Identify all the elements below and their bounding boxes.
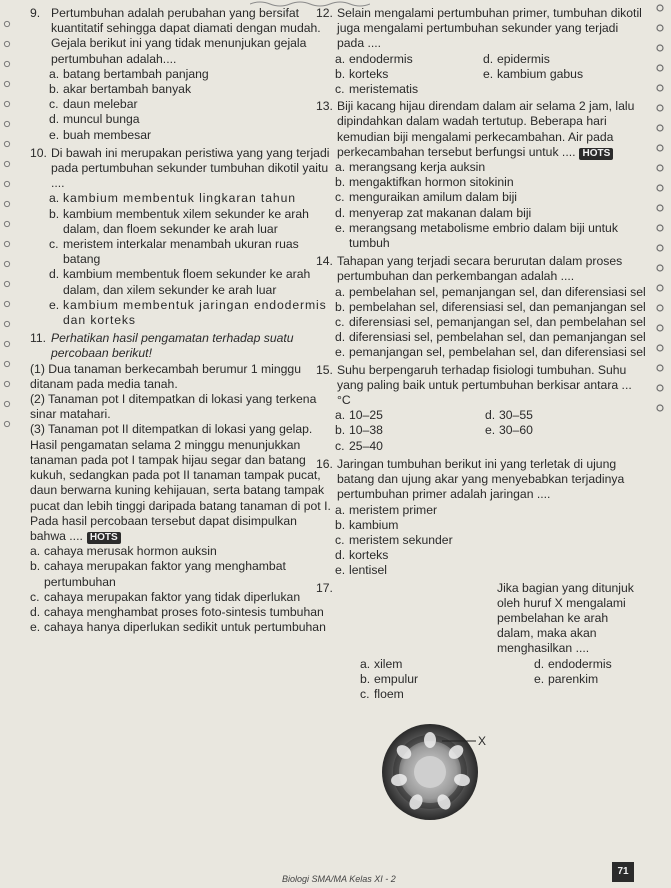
stem-cross-section-image	[372, 718, 492, 823]
hots-badge: HOTS	[579, 148, 613, 160]
option-d[interactable]: d. korteks	[335, 548, 389, 563]
question-number: 12.	[316, 6, 333, 20]
option-b[interactable]: b. korteks	[335, 66, 389, 81]
question-text: Jika bagian yang ditunjuk oleh huruf X mengalami pembelahan ke arah dalam, maka akan menghasilkan ....	[497, 580, 634, 656]
question-number: 11.	[30, 331, 47, 346]
question-17	[316, 581, 646, 703]
option-c[interactable]: c. meristematis	[335, 82, 419, 97]
question-number: 15.	[316, 362, 333, 377]
option-b[interactable]: b. kambium	[335, 517, 399, 532]
option-b[interactable]: b. pembelahan sel, diferensiasi sel, dan pemanjangan sel	[335, 299, 646, 314]
question-10	[30, 146, 335, 328]
option-a[interactable]: a. 10–25	[335, 408, 383, 423]
question-text: Di bawah ini merupakan peristiwa yang yang terjadi pada pertumbuhan sekunder tumbuhan dikotil yaitu ....	[51, 145, 330, 191]
option-d[interactable]: d. 30–55	[485, 408, 533, 423]
marker-x-label: X	[478, 734, 487, 748]
question-9	[30, 6, 335, 143]
option-c[interactable]: c. meristem interkalar menambah ukuran ruas batang	[49, 237, 299, 267]
option-b[interactable]: b. kambium membentuk xilem sekunder ke arah dalam, dan floem sekunder ke arah luar	[49, 206, 309, 236]
question-15	[316, 363, 646, 454]
page-number: 71	[612, 862, 634, 882]
option-c[interactable]: c. 25–40	[335, 438, 383, 453]
question-11	[30, 331, 335, 635]
question-13	[316, 99, 646, 251]
question-16	[316, 457, 646, 579]
option-a[interactable]: a. endodermis	[335, 51, 413, 66]
option-d[interactable]: d. endodermis	[534, 656, 612, 671]
question-14	[316, 254, 646, 360]
experiment-item: (1) Dua tanaman berkecambah berumur 1 minggu ditanam pada media tanah.	[30, 361, 301, 391]
question-text: Biji kacang hijau direndam dalam air selama 2 jam, lalu dipindahkan dalam wadah tertutup. Beberapa hari kemudian biji mengalami perkecambahan. Air pada perkecambahan tersebut berfungsi untuk .... HOTS	[337, 99, 635, 159]
option-a[interactable]: a. xilem	[360, 656, 403, 671]
question-number: 9.	[30, 6, 41, 20]
option-a[interactable]: a. batang bertambah panjang	[49, 66, 209, 81]
question-number: 17.	[316, 580, 333, 595]
options-grid	[316, 52, 646, 98]
options-grid	[316, 657, 646, 703]
question-text: Suhu berpengaruh terhadap fisiologi tumbuhan. Suhu yang paling baik untuk pertumbuhan berkisar antara ... °C	[337, 362, 632, 408]
question-number: 14.	[316, 254, 333, 269]
experiment-item: (2) Tanaman pot I ditempatkan di lokasi yang terkena sinar matahari.	[30, 392, 317, 422]
option-e[interactable]: e. merangsang metabolisme embrio dalam biji untuk tumbuh	[335, 220, 618, 251]
left-column	[30, 6, 335, 635]
option-b[interactable]: b. mengaktifkan hormon sitokinin	[335, 175, 514, 190]
option-e[interactable]: e. lentisel	[335, 563, 387, 578]
option-a[interactable]: a. merangsang kerja auksin	[335, 160, 486, 175]
option-b[interactable]: b. cahaya merupakan faktor yang menghambat pertumbuhan	[30, 559, 286, 589]
option-c[interactable]: c. menguraikan amilum dalam biji	[335, 190, 517, 205]
option-d[interactable]: d. menyerap zat makanan dalam biji	[335, 205, 532, 220]
right-column	[316, 6, 646, 702]
question-intro: Perhatikan hasil pengamatan terhadap suatu percobaan berikut!	[51, 331, 294, 361]
option-a[interactable]: a. pembelahan sel, pemanjangan sel, dan diferensiasi sel	[335, 284, 646, 299]
option-a[interactable]: a. cahaya merusak hormon auksin	[30, 544, 217, 559]
question-text: Pertumbuhan adalah perubahan yang bersifat kuantitatif sehingga dapat diamati dengan mudah. Gejala berikut ini yang tidak menunjukan gejala pertumbuhan adalah....	[51, 6, 321, 66]
option-a[interactable]: a. meristem primer	[335, 502, 438, 517]
option-d[interactable]: d. epidermis	[483, 51, 550, 66]
option-b[interactable]: b. akar bertambah banyak	[49, 82, 192, 97]
question-text: Tahapan yang terjadi secara berurutan dalam proses pertumbuhan dan perkembangan adalah ....	[337, 254, 623, 284]
options-grid	[316, 408, 646, 454]
question-number: 13.	[316, 99, 333, 114]
question-12	[316, 6, 646, 97]
option-b[interactable]: b. 10–38	[335, 423, 383, 438]
experiment-list	[30, 362, 335, 438]
option-d[interactable]: d. diferensiasi sel, pembelahan sel, dan pemanjangan sel	[335, 330, 646, 345]
option-e[interactable]: e. pemanjangan sel, pembelahan sel, dan diferensiasi sel	[335, 345, 646, 360]
question-number: 10.	[30, 145, 47, 160]
question-text: Jaringan tumbuhan berikut ini yang terletak di ujung batang dan ujung akar yang menyebabkan terjadinya pertumbuhan primer adalah jaringan ....	[337, 456, 625, 502]
option-c[interactable]: c. daun melebar	[49, 97, 138, 112]
hots-badge: HOTS	[87, 532, 121, 544]
option-d[interactable]: d. cahaya menghambat proses foto-sintesis tumbuhan	[30, 604, 324, 619]
option-c[interactable]: c. meristem sekunder	[335, 532, 453, 547]
experiment-item: (3) Tanaman pot II ditempatkan di lokasi yang gelap.	[30, 422, 313, 437]
option-e[interactable]: e. kambium membentuk jaringan endodermis dan korteks	[49, 297, 327, 328]
option-c[interactable]: c. floem	[360, 686, 404, 701]
option-c[interactable]: c. diferensiasi sel, pemanjangan sel, dan pembelahan sel	[335, 315, 646, 330]
binding-rings-left	[2, 20, 12, 440]
option-d[interactable]: d. kambium membentuk floem sekunder ke arah dalam, dan xilem sekunder ke arah luar	[49, 267, 311, 297]
question-text: Hasil pengamatan selama 2 minggu menunjukkan tanaman pada pot I tampak hijau segar dan batang kukuh, sedangkan pada pot II tanaman tampak pucat, daun berwarna kuning kehijauan, serta batang tampak pucat dan lebih tinggi daripada batang tanaman di pot I. Pada hasil percobaan tersebut dapat disimpulkan bahwa .... HOTS	[30, 437, 331, 543]
question-number: 16.	[316, 456, 333, 471]
option-e[interactable]: e. 30–60	[485, 423, 533, 438]
question-text: Selain mengalami pertumbuhan primer, tumbuhan dikotil juga mengalami pertumbuhan sekunder yang terjadi pada ....	[337, 6, 642, 51]
option-b[interactable]: b. empulur	[360, 671, 419, 686]
option-d[interactable]: d. muncul bunga	[49, 112, 140, 127]
option-e[interactable]: e. kambium gabus	[483, 66, 584, 81]
option-e[interactable]: e. cahaya hanya diperlukan sedikit untuk pertumbuhan	[30, 620, 326, 635]
binding-rings-right	[652, 0, 668, 420]
option-e[interactable]: e. parenkim	[534, 671, 599, 686]
footer-book-title: Biologi SMA/MA Kelas XI - 2	[282, 874, 396, 884]
option-a[interactable]: a. kambium membentuk lingkaran tahun	[49, 191, 296, 206]
option-e[interactable]: e. buah membesar	[49, 127, 152, 142]
option-c[interactable]: c. cahaya merupakan faktor yang tidak diperlukan	[30, 589, 301, 604]
